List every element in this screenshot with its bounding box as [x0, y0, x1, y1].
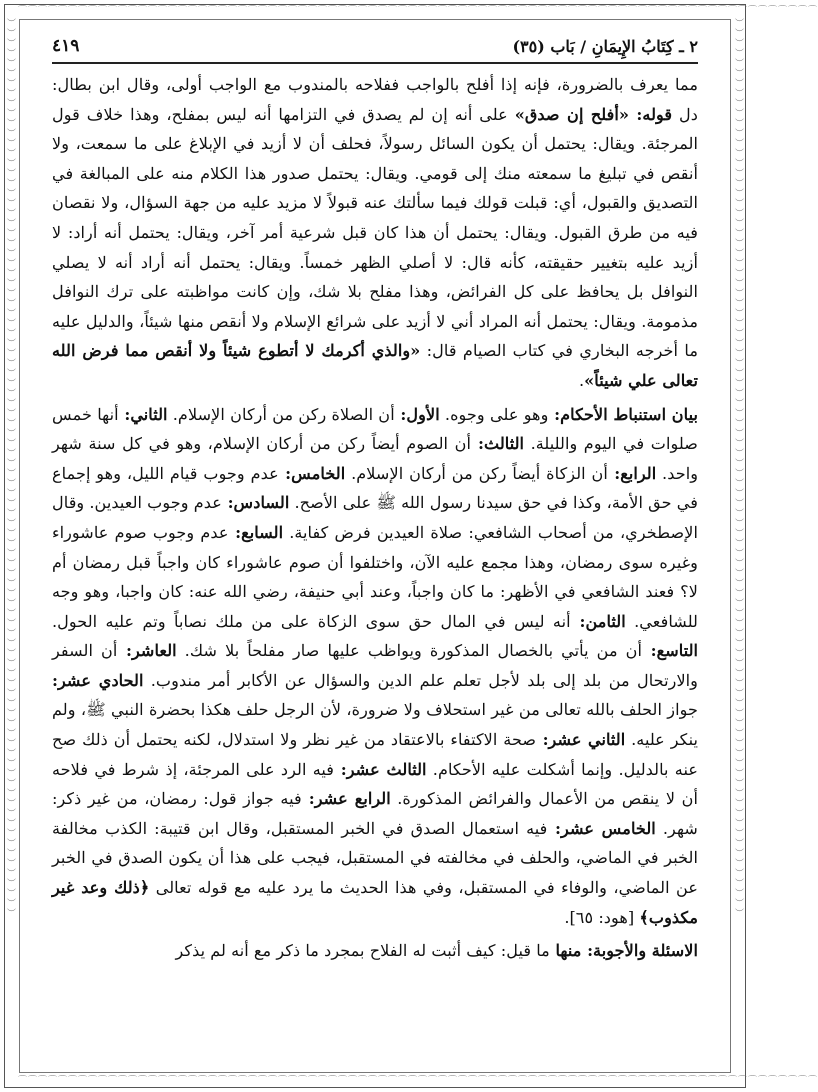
bold-term: التاسع: [642, 641, 699, 661]
text-run: أن السفر والارتحال من بلد إلى بلد لأجل تعلم علم الدين والسؤال عن الأكابر أمر مندوب. [52, 641, 698, 690]
text-run: فيه جواز قول: رمضان، من غير ذكر: شهر. [52, 789, 698, 838]
bold-term: الثامن: [570, 611, 626, 631]
text-run: عدم وجوب قيام الليل، وهو إجماع في حق الأمة، وكذا في حق سيدنا رسول الله ﷺ على الأصح. [52, 463, 698, 513]
ornament-border-top: ⌒⌒⌒⌒⌒⌒⌒⌒⌒⌒⌒⌒⌒⌒⌒⌒⌒⌒⌒⌒⌒⌒⌒⌒⌒⌒⌒⌒⌒⌒⌒⌒⌒⌒⌒⌒⌒⌒⌒⌒⌒⌒⌒⌒⌒⌒⌒⌒⌒⌒⌒⌒⌒⌒⌒⌒⌒⌒⌒⌒⌒⌒⌒⌒⌒⌒⌒⌒⌒⌒⌒⌒⌒⌒⌒⌒⌒⌒⌒⌒ [18, 6, 818, 16]
text-run: على أنه إن لم يصدق في التزامها أنه ليس بمفلح، وهذا خلاف قول المرجئة. ويقال: يحتمل أن يكون السائل رسولاً، فحلف أن لا أزيد في الإبلاغ على ما سمعت، ولا أنقص في تبليغ ما سمعته منك إلى قومي. ويقال: يحتمل صدور هذا الكلام منه على المبالغة في التصديق والقبول، أي: قبلت قولك فيما سألتك عنه قبولاً لا مزيد عليه من جهة السؤال، ولا نقصان فيه من طرق القبول. ويقال: يحتمل أن هذا كان قبل شرعية أمر آخر، ويقال: يحتمل أنه أراد: لا أزيد عليه بتغيير حقيقته، كأنه قال: لا أصلي الظهر خمساً. ويقال: يحتمل أنه أراد أنه لا يصلي النوافل بل يحافظ على كل الفرائض، وهذا مفلح بلا شك، وإن كانت مواظبته على ترك النوافل مذمومة. ويقال: يحتمل أنه المراد أني لا أزيد على شرائع الإسلام ولا أنقص منها شيئاً، والدليل عليه ما أخرجه البخاري في كتاب الصيام قال: [52, 104, 698, 361]
ornament-border-bottom: ⌒⌒⌒⌒⌒⌒⌒⌒⌒⌒⌒⌒⌒⌒⌒⌒⌒⌒⌒⌒⌒⌒⌒⌒⌒⌒⌒⌒⌒⌒⌒⌒⌒⌒⌒⌒⌒⌒⌒⌒⌒⌒⌒⌒⌒⌒⌒⌒⌒⌒⌒⌒⌒⌒⌒⌒⌒⌒⌒⌒⌒⌒⌒⌒⌒⌒⌒⌒⌒⌒⌒⌒⌒⌒⌒⌒⌒⌒⌒⌒ [18, 1076, 818, 1086]
bold-term: الأول: [394, 404, 440, 424]
text-run: أنه ليس في المال حق سوى الزكاة على من ملك نصاباً وتم عليه الحول. [52, 611, 571, 631]
bold-term: الثالث: [470, 434, 525, 454]
text-run: عدم وجوب العيدين. وقال الإصطخري، من أصحاب الشافعي: صلاة العيدين فرض كفاية. [52, 493, 698, 542]
bold-term: ﴿ذلك وعد غير مكذوب﴾ [52, 878, 698, 927]
bold-term: الرابع عشر: [301, 789, 391, 809]
bold-term: الثاني: [118, 404, 168, 424]
running-header [52, 30, 698, 64]
bold-term: الرابع: [607, 463, 657, 483]
ornament-border-right: ︶︶︶︶︶︶︶︶︶︶︶︶︶︶︶︶︶︶︶︶︶︶︶︶︶︶︶︶︶︶︶︶︶︶︶︶︶︶︶︶︶︶︶︶︶︶︶︶︶︶︶︶︶︶︶︶︶︶︶︶︶︶︶︶︶︶︶︶︶︶︶︶︶︶︶︶︶︶︶︶︶︶︶︶︶︶︶︶︶︶ [733, 18, 743, 918]
text-run: وهو على وجوه. [439, 404, 549, 424]
bold-term: الحادي عشر: [52, 670, 144, 690]
chapter-title: ٢ ـ كِتَابُ الإِيمَانِ / بَاب (٣٥) [512, 36, 698, 56]
bold-term: الخامس: [278, 463, 346, 483]
page-number: ٤١٩ [52, 36, 80, 56]
paragraph [52, 70, 698, 396]
text-run: أن الزكاة أيضاً ركن من أركان الإسلام. [345, 463, 608, 483]
text-run: [هود: ٦٥]. [564, 907, 640, 927]
text-run: فيه الرد على المرجئة، إذ شرط في فلاحه أن لا ينقص من الأعمال والفرائض المذكورة. [52, 759, 698, 809]
bold-term: السابع: [228, 522, 284, 542]
text-run: ما قيل: كيف أثبت له الفلاح بمجرد ما ذكر مع أنه لم يذكر [175, 941, 550, 961]
text-run: أن الصوم أيضاً ركن من أركان الإسلام، وهو في كل سنة شهر واحد. [52, 434, 699, 483]
bold-term: الخامس عشر: [547, 818, 656, 838]
paragraph [52, 400, 698, 933]
bold-term: الاسئلة والأجوبة: منها [549, 941, 698, 961]
paragraph [52, 936, 698, 966]
text-run: مما يعرف بالضرورة، فإنه إذا أفلح بالواجب ففلاحه بالمندوب مع الواجب أولى، وقال ابن بطال: دل [52, 75, 698, 124]
bold-term: الثاني عشر: [536, 730, 626, 750]
text-run: أن الصلاة ركن من أركان الإسلام. [167, 404, 395, 424]
bold-term: السادس: [221, 493, 290, 513]
text-run: جواز الحلف بالله تعالى من غير استحلاف ولا ضرورة، لأن الرجل حلف هكذا بحضرة النبي ﷺ، ولم ينكر عليه. [52, 700, 698, 750]
bold-term: بيان استنباط الأحكام: [548, 404, 698, 424]
bold-term: قوله: «أفلح إن صدق» [514, 104, 673, 124]
bold-term: الثالث عشر: [334, 759, 427, 779]
text-run: . [579, 370, 585, 390]
ornament-border-left: ︶︶︶︶︶︶︶︶︶︶︶︶︶︶︶︶︶︶︶︶︶︶︶︶︶︶︶︶︶︶︶︶︶︶︶︶︶︶︶︶︶︶︶︶︶︶︶︶︶︶︶︶︶︶︶︶︶︶︶︶︶︶︶︶︶︶︶︶︶︶︶︶︶︶︶︶︶︶︶︶︶︶︶︶︶︶︶︶︶︶ [5, 18, 15, 918]
body-text [52, 70, 698, 1070]
text-run: صحة الاكتفاء بالاعتقاد من غير نظر ولا استدلال، لكنه يحتمل أن ذلك صح عنه بالدليل. وإنما أشكلت عليه الأحكام. [52, 730, 698, 779]
text-run: أن من يأتي بالخصال المذكورة ويواظب عليها صار مفلحاً بلا شك. [176, 641, 643, 661]
text-run: فيه استعمال الصدق في الخبر المستقبل، وقال ابن قتيبة: الكذب مخالفة الخبر في الماضي، والحلف في مخالفته في المستقبل، فيجب على هذا أن يكون الصدق في الخبر عن الماضي، والوفاء في المستقبل، وفي هذا الحديث ما يرد عليه مع قوله تعالى [52, 818, 698, 898]
text-run: عدم وجوب صوم عاشوراء وغيره سوى رمضان، وهذا مجمع عليه الآن، واختلفوا أن صوم عاشوراء كان واجباً قبل رمضان أم لا؟ فعند الشافعي في الأظهر: ما كان واجباً، وعند أبي حنيفة، رضي الله عنه: كان واجبا، وهو وجه للشافعي. [52, 522, 698, 631]
bold-term: «والذي أكرمك لا أتطوع شيئاً ولا أنقص مما فرض الله تعالى علي شيئاً» [52, 341, 698, 390]
text-run: أنها خمس صلوات في اليوم والليلة. [52, 404, 699, 454]
bold-term: العاشر: [117, 641, 177, 661]
